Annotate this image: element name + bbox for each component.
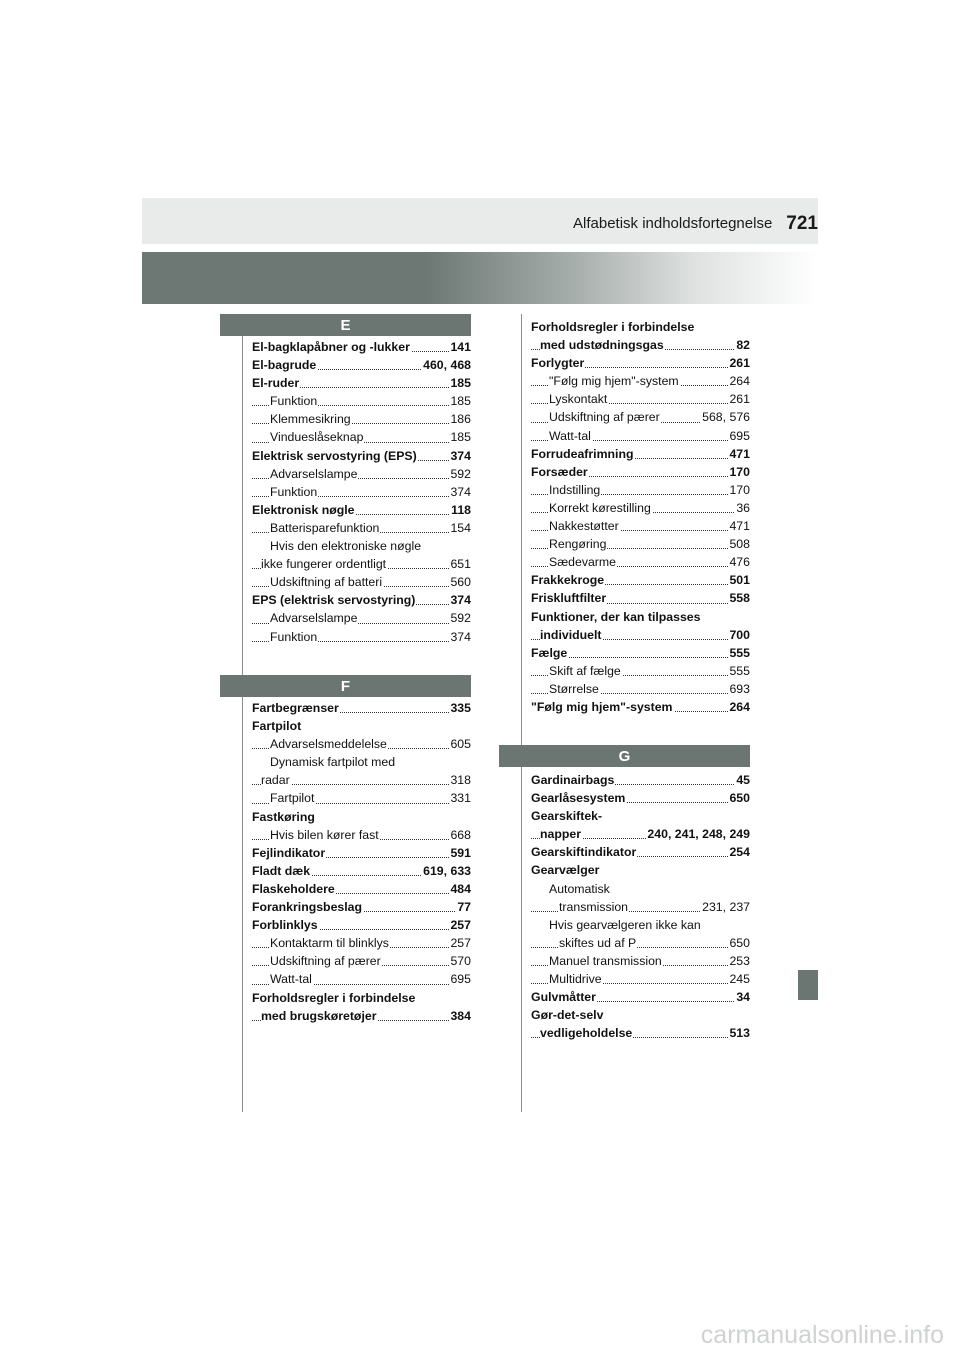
index-entry-label: vedligeholdelse [540, 1026, 633, 1041]
index-entry-label: Watt-tal [270, 972, 312, 987]
index-entry [531, 372, 750, 390]
index-entry [531, 662, 750, 680]
index-entry-label: Udskiftning af pærer [549, 410, 660, 425]
index-entry-page: 700 [728, 626, 750, 644]
index-entry-page: 591 [449, 844, 471, 862]
index-entry [531, 354, 750, 372]
index-entry-page: 185 [449, 374, 471, 392]
index-entry-page: 650 [728, 934, 750, 952]
index-entry [252, 862, 471, 880]
index-entry [531, 771, 750, 789]
index-entry-label: Gearvælger [531, 863, 600, 878]
chapter-tab [798, 970, 818, 1000]
index-entry-label: Forrudeafrimning [531, 446, 634, 461]
index-entry-page: 185 [449, 428, 471, 446]
index-entry-page: 695 [449, 970, 471, 988]
page-header [573, 212, 818, 234]
index-entry-label: Funktioner, der kan tilpasses [531, 609, 701, 624]
index-entry-label: Skift af fælge [549, 663, 621, 678]
index-entry-label: Forholdsregler i forbindelse [531, 320, 695, 334]
index-entry [252, 628, 471, 646]
index-entry [531, 336, 750, 354]
index-entry-label: transmission [559, 899, 629, 914]
index-entry-page: 558 [728, 589, 750, 607]
index-entry-label: Vindueslåseknap [270, 430, 364, 445]
index-entry [252, 410, 471, 428]
index-entry [531, 698, 750, 716]
index-entry [252, 573, 471, 591]
index-entry-label: "Følg mig hjem"-system [549, 374, 679, 389]
index-entry [252, 699, 471, 717]
index-entry [252, 501, 471, 519]
index-entry-page: 261 [728, 354, 750, 372]
index-entry-label: Advarselslampe [270, 611, 358, 626]
index-entry-page: 45 [735, 771, 750, 789]
index-entry-page: 154 [449, 519, 471, 537]
index-entry-label: med brugskøretøjer [261, 1008, 377, 1023]
index-entry [252, 970, 471, 988]
index-entry [252, 844, 471, 862]
index-entry-page: 501 [728, 571, 750, 589]
index-entry-page: 257 [449, 934, 471, 952]
index-entry [252, 952, 471, 970]
index-entry [531, 880, 750, 898]
index-entry [252, 447, 471, 465]
index-entry-label: Multidrive [549, 972, 602, 987]
index-entry-page: 374 [449, 591, 471, 609]
index-entry [252, 428, 471, 446]
index-entry-label: Elektrisk servostyring (EPS) [252, 448, 417, 463]
index-entry [531, 644, 750, 662]
index-entry-label: "Følg mig hjem"-system [531, 699, 673, 714]
index-entry-label: Fladt dæk [252, 863, 311, 878]
index-entry-page: 651 [449, 555, 471, 573]
index-list-f-left [252, 699, 471, 1025]
index-entry-page: 650 [728, 789, 750, 807]
index-entry [252, 591, 471, 609]
index-entry-label: napper [540, 827, 581, 842]
index-entry-label: med udstødningsgas [540, 338, 664, 353]
index-entry-page: 605 [449, 735, 471, 753]
index-entry-page: 318 [449, 771, 471, 789]
index-entry-label: individuelt [540, 627, 602, 642]
index-entry-page: 231, 237 [701, 898, 750, 916]
index-entry [252, 808, 471, 826]
index-entry [252, 609, 471, 627]
index-entry [252, 880, 471, 898]
index-entry-page: 555 [728, 662, 750, 680]
index-entry [531, 1006, 750, 1024]
index-entry-page: 471 [728, 517, 750, 535]
index-entry-page: 254 [728, 843, 750, 861]
index-entry-label: Advarselsmeddelelse [270, 737, 387, 752]
index-entry-label: Klemmesikring [270, 412, 351, 427]
index-entry-page: 245 [728, 970, 750, 988]
section-header-g: G [499, 745, 750, 767]
index-entry-label: Watt-tal [549, 428, 591, 443]
index-entry-label: Udskiftning af batteri [270, 575, 383, 590]
index-entry [531, 807, 750, 825]
index-entry-page: 264 [728, 698, 750, 716]
index-entry-label: Hvis bilen kører fast [270, 827, 379, 842]
index-entry-label: Gearskiftindikator [531, 845, 637, 860]
index-entry-page: 170 [728, 481, 750, 499]
index-entry-label: Hvis den elektroniske nøgle [270, 539, 422, 554]
index-entry [252, 555, 471, 573]
index-entry-label: Korrekt kørestilling [549, 500, 651, 515]
index-entry-page: 592 [449, 609, 471, 627]
index-entry [531, 626, 750, 644]
index-entry-page: 508 [728, 535, 750, 553]
index-entry-label: El-ruder [252, 376, 300, 391]
index-entry-page: 484 [449, 880, 471, 898]
index-entry-page: 384 [449, 1007, 471, 1025]
index-entry-label: Batterisparefunktion [270, 520, 380, 535]
index-entry-page: 460, 468 [422, 356, 471, 374]
index-entry-label: Forsæder [531, 464, 588, 479]
index-entry-page: 374 [449, 628, 471, 646]
index-entry-label: Elektronisk nøgle [252, 502, 355, 517]
index-entry-label: Gardinairbags [531, 773, 615, 787]
index-entry-page: 568, 576 [701, 408, 750, 426]
index-entry-page: 141 [449, 338, 471, 356]
index-entry-label: Fejlindikator [252, 845, 326, 860]
index-entry [252, 898, 471, 916]
index-entry-label: Forblinklys [252, 918, 318, 933]
index-entry [252, 916, 471, 934]
index-entry-page: 185 [449, 392, 471, 410]
index-entry-label: Udskiftning af pærer [270, 954, 381, 969]
index-entry [252, 826, 471, 844]
index-entry [252, 753, 471, 771]
index-entry-page: 693 [728, 680, 750, 698]
index-entry-label: Advarselslampe [270, 466, 358, 481]
index-entry-page: 619, 633 [422, 862, 471, 880]
index-entry-page: 82 [735, 336, 750, 354]
index-entry [531, 1024, 750, 1042]
index-entry-page: 374 [449, 447, 471, 465]
index-entry-page: 560 [449, 573, 471, 591]
index-entry [252, 392, 471, 410]
index-entry-label: Forlygter [531, 356, 585, 371]
index-entry-label: Flaskeholdere [252, 881, 335, 896]
index-entry [531, 608, 750, 626]
index-entry-page: 513 [728, 1024, 750, 1042]
index-entry-label: Kontaktarm til blinklys [270, 936, 389, 951]
index-entry-label: Funktion [270, 629, 318, 644]
index-entry-label: Fartbegrænser [252, 701, 339, 715]
index-entry-page: 592 [449, 465, 471, 483]
index-entry-label: Manuel transmission [549, 953, 662, 968]
column-divider-left [242, 314, 243, 1112]
index-entry [531, 825, 750, 843]
index-entry-label: Forholdsregler i forbindelse [252, 990, 416, 1005]
index-entry [531, 427, 750, 445]
decorative-band [142, 252, 818, 304]
section-header-f: F [220, 675, 471, 697]
index-entry [252, 934, 471, 952]
index-entry [252, 483, 471, 501]
section-header-e: E [220, 314, 471, 336]
index-list-e [252, 338, 471, 646]
index-entry [531, 898, 750, 916]
index-entry-label: Automatisk [549, 881, 610, 896]
index-entry [531, 916, 750, 934]
index-entry-page: 170 [728, 463, 750, 481]
index-entry-label: Nakkestøtter [549, 519, 619, 534]
index-entry-label: Fartpilot [270, 791, 315, 806]
index-entry-label: EPS (elektrisk servostyring) [252, 593, 416, 608]
index-entry-label: Funktion [270, 394, 318, 409]
index-entry-label: Friskluftfilter [531, 591, 607, 606]
index-entry-label: El-bagklapåbner og -lukker [252, 340, 410, 354]
index-entry-page: 264 [728, 372, 750, 390]
index-entry-page: 253 [728, 952, 750, 970]
index-entry [252, 356, 471, 374]
index-entry-label: Dynamisk fartpilot med [270, 755, 396, 770]
index-entry-page: 476 [728, 553, 750, 571]
page-number: 721 [786, 213, 818, 234]
index-entry-page: 668 [449, 826, 471, 844]
index-entry-page: 77 [456, 898, 471, 916]
index-entry-label: Rengøring [549, 537, 607, 552]
index-entry-label: Gearlåsesystem [531, 791, 626, 806]
index-entry [531, 408, 750, 426]
index-entry [252, 789, 471, 807]
watermark: carmanualsonline.info [700, 1321, 944, 1349]
index-entry [531, 445, 750, 463]
index-entry-label: Frakkekroge [531, 573, 605, 588]
column-divider-right [521, 314, 522, 1112]
index-entry-page: 36 [735, 499, 750, 517]
index-entry-label: Gearskiftek- [531, 809, 603, 824]
index-list-f-right [531, 318, 750, 716]
index-entry-page: 695 [728, 427, 750, 445]
index-entry [531, 481, 750, 499]
index-entry [252, 537, 471, 555]
index-entry-label: Funktion [270, 484, 318, 499]
index-entry [531, 535, 750, 553]
index-entry-page: 374 [449, 483, 471, 501]
index-entry [531, 952, 750, 970]
index-entry [531, 463, 750, 481]
index-entry [252, 735, 471, 753]
index-entry [531, 499, 750, 517]
index-entry-label: Fartpilot [252, 719, 302, 734]
index-entry [531, 789, 750, 807]
index-entry-page: 570 [449, 952, 471, 970]
index-entry [531, 843, 750, 861]
index-entry-page: 335 [449, 699, 471, 717]
index-entry-label: skiftes ud af P [559, 935, 637, 950]
index-entry [252, 374, 471, 392]
index-entry-label: radar [261, 773, 290, 788]
index-entry [531, 934, 750, 952]
index-entry-label: Indstilling [549, 482, 601, 497]
index-entry-label: Sædevarme [549, 555, 616, 570]
index-entry [252, 338, 471, 356]
index-entry-label: Størrelse [549, 681, 599, 696]
index-entry [531, 589, 750, 607]
index-entry [252, 717, 471, 735]
index-entry-label: Fastkøring [252, 809, 315, 824]
index-list-g [531, 771, 750, 1042]
index-entry-page: 331 [449, 789, 471, 807]
index-entry [531, 988, 750, 1006]
index-entry [531, 571, 750, 589]
index-entry [531, 390, 750, 408]
index-entry [252, 989, 471, 1007]
index-entry-label: Forankringsbeslag [252, 900, 363, 915]
index-entry-page: 261 [728, 390, 750, 408]
index-entry-label: Gulvmåtter [531, 990, 596, 1005]
index-entry-label: Gør-det-selv [531, 1008, 604, 1023]
index-entry [252, 465, 471, 483]
index-entry-page: 471 [728, 445, 750, 463]
index-entry-page: 555 [728, 644, 750, 662]
index-entry-page: 186 [449, 410, 471, 428]
index-entry [531, 680, 750, 698]
index-entry [252, 519, 471, 537]
index-entry [531, 517, 750, 535]
index-entry [531, 553, 750, 571]
index-entry [531, 318, 750, 336]
index-entry-page: 118 [450, 501, 471, 519]
index-entry [252, 771, 471, 789]
index-entry-page: 257 [449, 916, 471, 934]
index-entry [531, 970, 750, 988]
index-entry-label: Lyskontakt [549, 392, 608, 407]
index-entry-label: Hvis gearvælgeren ikke kan [549, 917, 701, 932]
index-entry-label: El-bagrude [252, 358, 317, 373]
index-entry-label: Fælge [531, 645, 568, 660]
index-entry-label: ikke fungerer ordentligt [261, 557, 387, 572]
page-title: Alfabetisk indholdsfortegnelse [573, 215, 773, 232]
index-entry-page: 34 [735, 988, 750, 1006]
index-entry [252, 1007, 471, 1025]
index-entry-page: 240, 241, 248, 249 [646, 825, 750, 843]
index-entry [531, 861, 750, 879]
